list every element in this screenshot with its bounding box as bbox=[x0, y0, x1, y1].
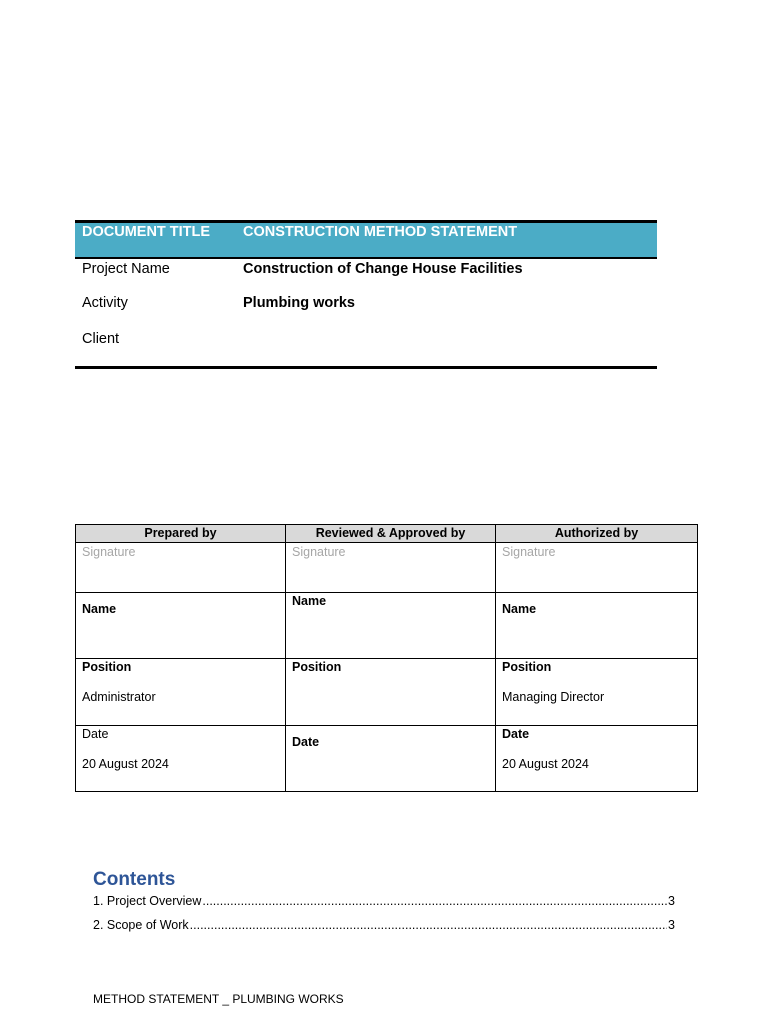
page-footer: METHOD STATEMENT _ PLUMBING WORKS bbox=[93, 992, 344, 1006]
toc-entry[interactable] bbox=[93, 894, 675, 908]
prepared-signature-cell[interactable] bbox=[76, 543, 286, 593]
signature-placeholder: Signature bbox=[292, 545, 346, 559]
reviewed-signature-cell[interactable] bbox=[286, 543, 496, 593]
approval-table bbox=[75, 524, 698, 792]
signature-row bbox=[76, 543, 698, 593]
title-bottom-rule bbox=[75, 366, 657, 369]
reviewed-name-cell[interactable] bbox=[286, 593, 496, 659]
reviewed-date-cell[interactable] bbox=[286, 726, 496, 792]
document-title-label: DOCUMENT TITLE bbox=[82, 224, 211, 240]
position-row bbox=[76, 659, 698, 726]
position-label: Position bbox=[502, 660, 552, 674]
reviewed-approved-by-header: Reviewed & Approved by bbox=[286, 525, 496, 543]
name-label: Name bbox=[292, 594, 327, 608]
toc-entry-label: 1. Project Overview bbox=[93, 894, 202, 908]
authorized-by-header: Authorized by bbox=[496, 525, 698, 543]
signature-placeholder: Signature bbox=[82, 545, 136, 559]
title-header-rule bbox=[75, 257, 657, 259]
toc-entry-page: 3 bbox=[668, 894, 675, 908]
toc-entry[interactable] bbox=[93, 918, 675, 932]
authorized-position-cell[interactable] bbox=[496, 659, 698, 726]
toc-entry-label: 2. Scope of Work bbox=[93, 918, 189, 932]
date-label: Date bbox=[292, 735, 320, 749]
authorized-signature-cell[interactable] bbox=[496, 543, 698, 593]
prepared-by-header: Prepared by bbox=[76, 525, 286, 543]
approval-header-row bbox=[76, 525, 698, 543]
project-name-label: Project Name bbox=[82, 261, 170, 277]
title-block bbox=[75, 220, 657, 369]
prepared-date-value: 20 August 2024 bbox=[82, 757, 169, 771]
toc-leader-dots bbox=[202, 894, 667, 908]
date-label: Date bbox=[82, 727, 109, 741]
position-label: Position bbox=[292, 660, 342, 674]
client-label: Client bbox=[82, 331, 120, 347]
toc-leader-dots bbox=[190, 918, 667, 932]
name-label: Name bbox=[82, 602, 117, 616]
prepared-date-cell[interactable] bbox=[76, 726, 286, 792]
prepared-name-cell[interactable] bbox=[76, 593, 286, 659]
date-label: Date bbox=[502, 727, 530, 741]
activity-value: Plumbing works bbox=[243, 295, 355, 311]
contents-heading: Contents bbox=[93, 869, 176, 890]
activity-label: Activity bbox=[82, 295, 128, 311]
document-title-value: CONSTRUCTION METHOD STATEMENT bbox=[243, 224, 518, 240]
name-label: Name bbox=[502, 602, 537, 616]
project-name-value: Construction of Change House Facilities bbox=[243, 261, 523, 277]
prepared-position-cell[interactable] bbox=[76, 659, 286, 726]
signature-placeholder: Signature bbox=[502, 545, 556, 559]
prepared-position-value: Administrator bbox=[82, 690, 156, 704]
authorized-date-cell[interactable] bbox=[496, 726, 698, 792]
authorized-date-value: 20 August 2024 bbox=[502, 757, 589, 771]
toc-entry-page: 3 bbox=[668, 918, 675, 932]
position-label: Position bbox=[82, 660, 132, 674]
authorized-position-value: Managing Director bbox=[502, 690, 605, 704]
name-row bbox=[76, 593, 698, 659]
reviewed-position-cell[interactable] bbox=[286, 659, 496, 726]
authorized-name-cell[interactable] bbox=[496, 593, 698, 659]
date-row bbox=[76, 726, 698, 792]
